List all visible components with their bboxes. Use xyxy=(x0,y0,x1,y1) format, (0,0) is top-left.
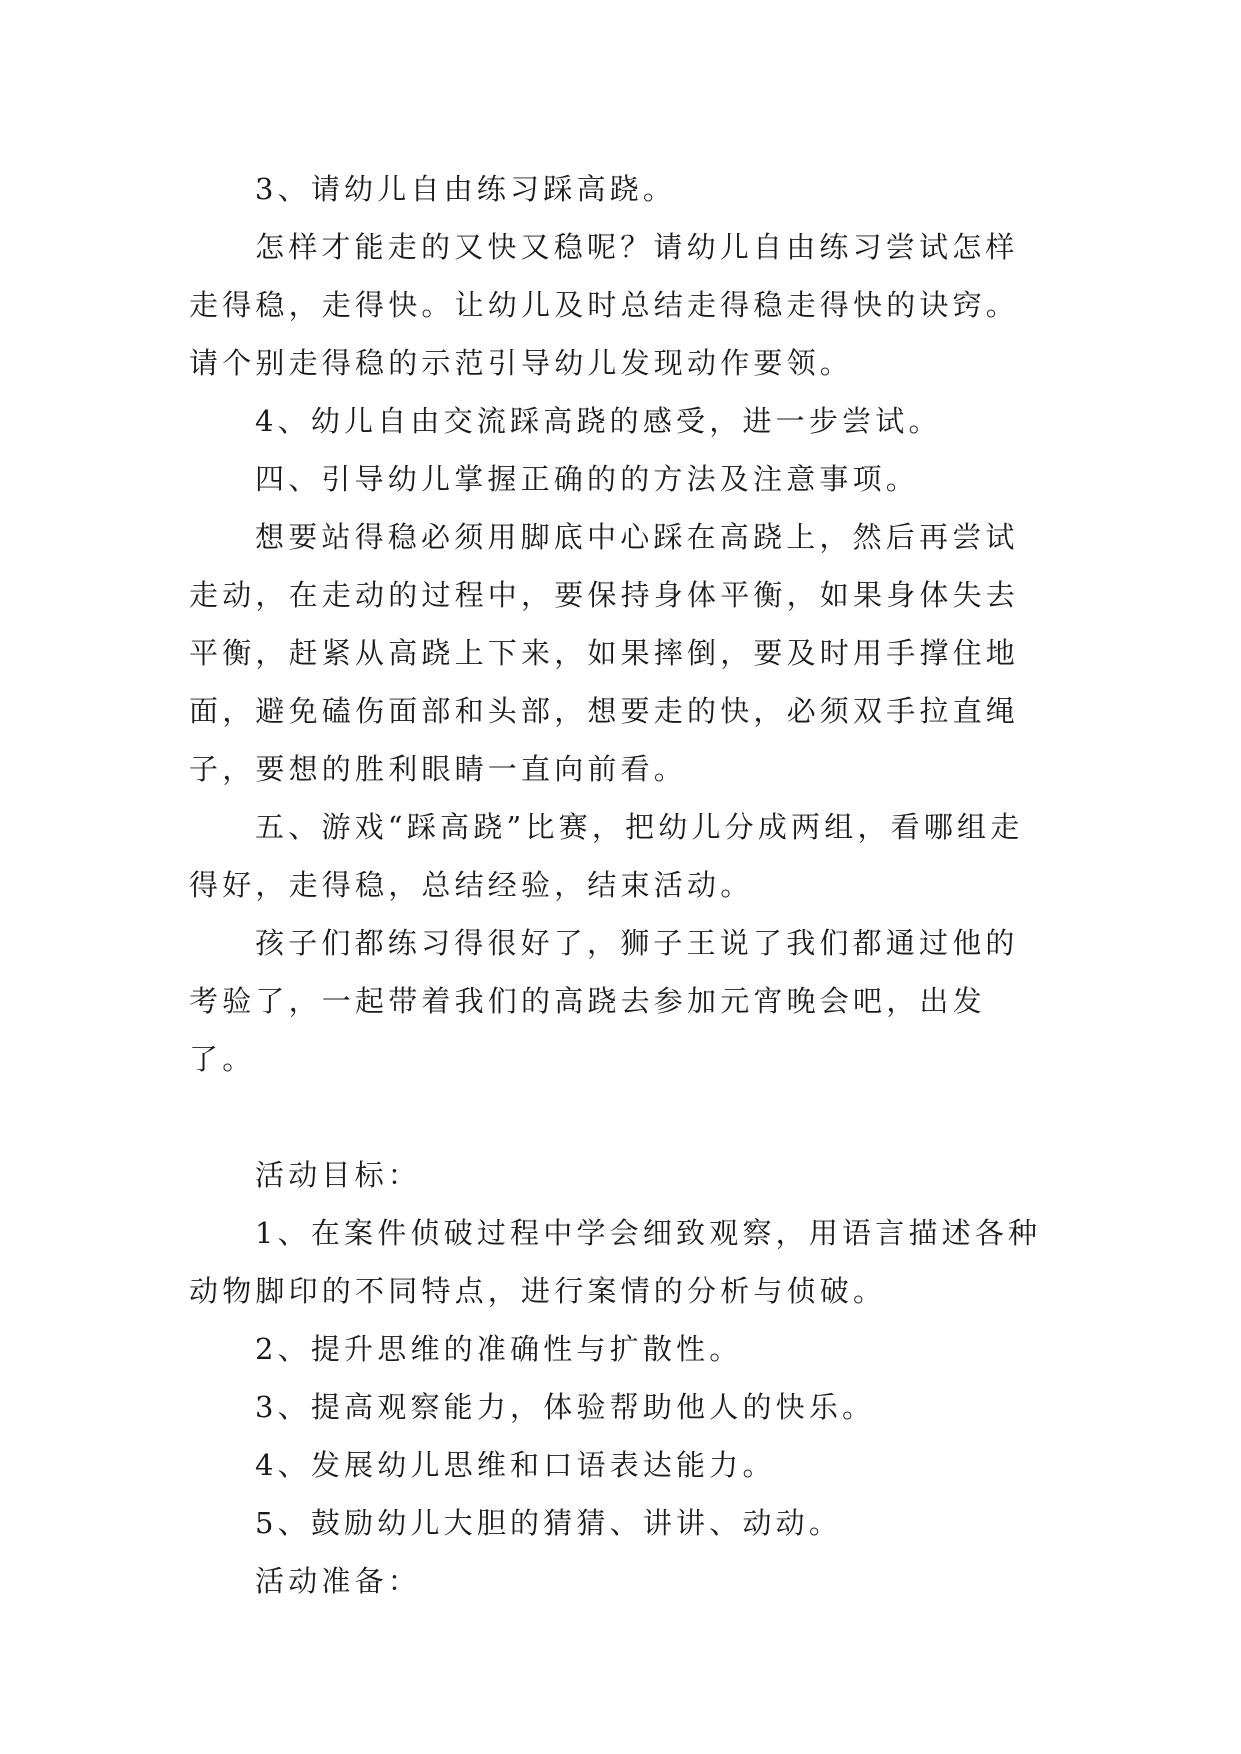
paragraph-balance-tips: 想要站得稳必须用脚底中心踩在高跷上，然后再尝试走动，在走动的过程中，要保持身体平衡，如果身体失去平衡，赶紧从高跷上下来，如果摔倒，要及时用手撑住地面，避免磕伤面部和头部，想要走的快，必须双手拉直绳子，要想的胜利眼睛一直向前看。 xyxy=(189,520,1020,786)
paragraph-step-3: 3、请幼儿自由练习踩高跷。 xyxy=(255,172,677,206)
goal-item-2: 2、提升思维的准确性与扩散性。 xyxy=(255,1332,743,1366)
paragraph-part-5-game: 五、游戏“踩高跷”比赛，把幼儿分成两组，看哪组走得好，走得稳，总结经验，结束活动。 xyxy=(189,810,1024,902)
heading-activity-goals: 活动目标： xyxy=(255,1158,422,1192)
paragraph-walk-fast-steady: 怎样才能走的又快又稳呢？请幼儿自由练习尝试怎样走得稳，走得快。让幼儿及时总结走得稳走得快的诀窍。请个别走得稳的示范引导幼儿发现动作要领。 xyxy=(189,230,1020,380)
document-page xyxy=(189,160,1051,1610)
goal-item-5: 5、鼓励幼儿大胆的猜猜、讲讲、动动。 xyxy=(255,1506,843,1540)
paragraph-conclusion: 孩子们都练习得很好了，狮子王说了我们都通过他的考验了，一起带着我们的高跷去参加元宵晚会吧，出发了。 xyxy=(189,926,1019,1076)
paragraph-step-4: 4、幼儿自由交流踩高跷的感受，进一步尝试。 xyxy=(255,404,942,438)
goal-item-4: 4、发展幼儿思维和口语表达能力。 xyxy=(255,1448,776,1482)
heading-activity-preparation: 活动准备： xyxy=(255,1564,422,1598)
section-gap xyxy=(189,1088,1051,1146)
paragraph-part-4-heading: 四、引导幼儿掌握正确的的方法及注意事项。 xyxy=(255,462,920,496)
goal-item-1: 1、在案件侦破过程中学会细致观察，用语言描述各种动物脚印的不同特点，进行案情的分析与侦破。 xyxy=(189,1216,1042,1308)
goal-item-3: 3、提高观察能力，体验帮助他人的快乐。 xyxy=(255,1390,876,1424)
